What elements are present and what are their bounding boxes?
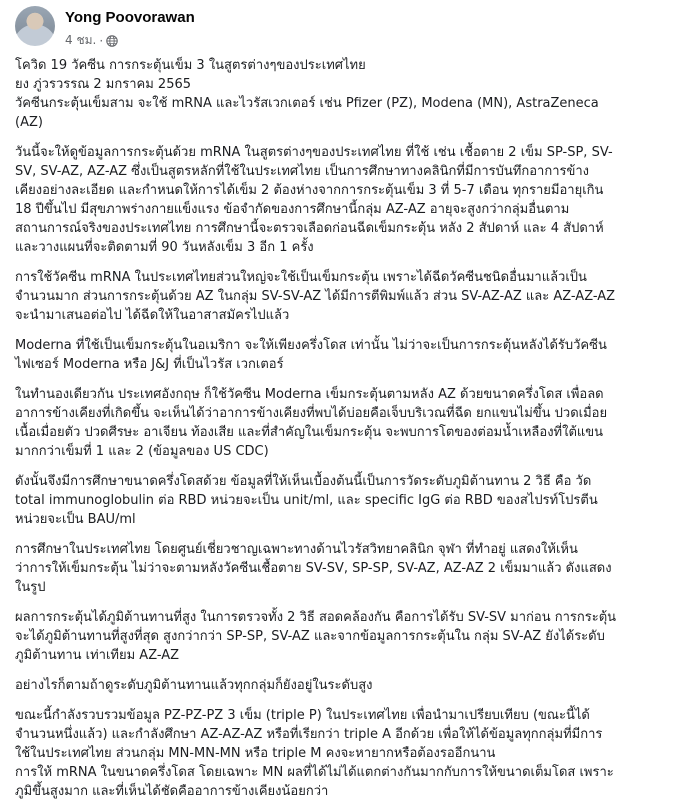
post-paragraph — [15, 385, 669, 461]
post-text-line: โควิด 19 วัคซีน การกระตุ้นเข็ม 3 ในสูตรต่างๆของประเทศไทย — [15, 58, 366, 73]
post-time[interactable]: 4 ชม. — [65, 33, 97, 47]
post-text-line: การให้ mRNA ในขนาดครึ่งโดส โดยเฉพาะ MN ผลที่ได้ไม่ได้แตกต่างกันมากกับการให้ขนาดเต็มโดส เพราะ — [15, 765, 614, 780]
post-paragraph — [15, 336, 669, 374]
post-text-line: จำนวนหนึ่งแล้ว) และกำลังศึกษา AZ-AZ-AZ หรือที่เรียกว่า triple A อีกด้วย เพื่อให้ได้ข้อมูลทุกกลุ่มที่มีการ — [15, 727, 603, 742]
post-paragraph — [15, 268, 669, 325]
post-text-line: อย่างไรก็ตามถ้าดูระดับภูมิต้านทานแล้วทุกกลุ่มก็ยังอยู่ในระดับสูง — [15, 678, 373, 693]
post-text-line: ยง ภู่วรวรรณ 2 มกราคม 2565 — [15, 77, 192, 92]
post-text-line: ภูมิต้านทาน เท่าเทียม AZ-AZ — [15, 648, 180, 663]
post-paragraph — [15, 608, 669, 665]
post-text-line: จำนวนมาก ส่วนการกระตุ้นด้วย AZ ในกลุ่ม SV-SV-AZ ได้มีการตีพิมพ์แล้ว ส่วน SV-AZ-AZ และ AZ-AZ-AZ — [15, 289, 616, 304]
post-text-line: ใช้ในประเทศไทย ส่วนกลุ่ม MN-MN-MN หรือ triple M คงจะหายากหรือต้องรออีกนาน — [15, 746, 496, 761]
post-text-line: 18 ปีขึ้นไป มีสุขภาพร่างกายแข็งแรง ข้อจำกัดของการศึกษานี้กลุ่ม AZ-AZ อายุจะสูงกว่ากลุ่มอื่นตาม — [15, 202, 570, 217]
post-text-line: ขณะนี้กำลังรวบรวมข้อมูล PZ-PZ-PZ 3 เข็ม (triple P) ในประเทศไทย เพื่อนำมาเปรียบเทียบ (ขณะนี้ได้ — [15, 708, 590, 723]
post-text-line: จะได้ภูมิต้านทานที่สูงที่สุด สูงกว่ากว่า SP-SP, SV-AZ และจากข้อมูลการกระตุ้นใน กลุ่ม SV-AZ ยังได้ระดับ — [15, 629, 605, 644]
author-avatar[interactable] — [15, 6, 55, 46]
post-text-line: สถานการณ์จริงของประเทศไทย การศึกษานี้จะตรวจเลือดก่อนฉีดเข็มกระตุ้น หลัง 2 สัปดาห์ และ 4 สัปดาห์ — [15, 221, 604, 236]
post-text-line: และวางแผนที่จะติดตามที่ 90 วันหลังเข็ม 3 อีก 1 ครั้ง — [15, 240, 314, 255]
post-text-line: Moderna ที่ใช้เป็นเข็มกระตุ้นในอเมริกา จะให้เพียงครึ่งโดส เท่านั้น ไม่ว่าจะเป็นการกระตุ้นหลังได้รับวัคซีน — [15, 338, 607, 353]
globe-icon[interactable] — [106, 35, 118, 47]
post-text-line: เคียงอย่างละเอียด และกำหนดให้การได้เข็ม 2 ต้องห่างจากการกระตุ้นเข็ม 3 ที่ 5-7 เดือน ทุกรายมีอายุเกิน — [15, 183, 604, 198]
post-text-line: หน่วยจะเป็น BAU/ml — [15, 512, 136, 527]
post-paragraph — [15, 676, 669, 695]
post-paragraph — [15, 56, 669, 132]
post-meta — [65, 31, 118, 50]
post-text-line: การศึกษาในประเทศไทย โดยศูนย์เชี่ยวชาญเฉพาะทางด้านไวรัสวิทยาคลินิก จุฬา ที่ทำอยู่ แสดงให้เห็น — [15, 542, 578, 557]
post-text-line: ในรูป — [15, 580, 46, 595]
post-text-line: total immunoglobulin ต่อ RBD หน่วยจะเป็น unit/ml, และ specific IgG ต่อ RBD ของสไปรท์โปรตีน — [15, 493, 598, 508]
post-text-line: ดังนั้นจึงมีการศึกษาขนาดครึ่งโดสด้วย ข้อมูลที่ให้เห็นเบื้องต้นนี้เป็นการวัดระดับภูมิต้านทาน 2 วิธี คือ วัด — [15, 474, 592, 489]
post-text-line: วัคซีนกระตุ้นเข็มสาม จะใช้ mRNA และไวรัสเวกเตอร์ เช่น Pfizer (PZ), Modena (MN), AstraZeneca — [15, 96, 599, 111]
post-paragraph — [15, 143, 669, 257]
post-paragraph — [15, 540, 669, 597]
post-text-line: (AZ) — [15, 115, 43, 130]
post-paragraph — [15, 706, 669, 801]
post-text-line: ผลการกระตุ้นได้ภูมิต้านทานที่สูง ในการตรวจทั้ง 2 วิธี สอดคล้องกัน คือการได้รับ SV-SV มาก่อน การกระตุ้น — [15, 610, 617, 625]
post-text-line: ภูมิขึ้นสูงมาก และที่เห็นได้ชัดคืออาการข้างเคียงน้อยกว่า — [15, 784, 329, 799]
post-text-line: จะนำมาเสนอต่อไป ได้ฉีดให้ในอาสาสมัครไปแล้ว — [15, 308, 290, 323]
post-text-line: ว่าการให้เข็มกระตุ้น ไม่ว่าจะตามหลังวัคซีนเชื้อตาย SV-SV, SP-SP, SV-AZ, AZ-AZ 2 เข็มมาแล้ว ดังแสดง — [15, 561, 612, 576]
post-paragraph — [15, 472, 669, 529]
post-text-line: ในทำนองเดียวกัน ประเทศอังกฤษ ก็ใช้วัคซีน Moderna เข็มกระตุ้นตามหลัง AZ ด้วยขนาดครึ่งโดส เพื่อลด — [15, 387, 604, 402]
post-text-line: การใช้วัคซีน mRNA ในประเทศไทยส่วนใหญ่จะใช้เป็นเข็มกระตุ้น เพราะได้ฉีดวัคซีนชนิดอื่นมาแล้วเป็น — [15, 270, 587, 285]
post-text-line: เนื้อเมื่อยตัว ปวดศีรษะ อาเจียน ท้องเสีย และที่สำคัญในเข็มกระตุ้น จะพบการโตของต่อมน้ำเหลืองที่ใต้แขน — [15, 425, 604, 440]
post-text-line: SV, SV-AZ, AZ-AZ ซึ่งเป็นสูตรหลักที่ใช้ในประเทศไทย เป็นการศึกษาทางคลินิกที่มีการบันทึกอาการข้าง — [15, 164, 590, 179]
post-text — [15, 56, 669, 801]
meta-separator: · — [99, 33, 104, 48]
post-text-line: ไฟเซอร์ Moderna หรือ J&J ที่เป็นไวรัส เวกเตอร์ — [15, 357, 284, 372]
author-name[interactable]: Yong Poovorawan — [65, 9, 195, 26]
post-text-line: อาการข้างเคียงที่เกิดขึ้น จะเห็นได้ว่าอาการข้างเคียงที่พบได้บ่อยคือเจ็บบริเวณที่ฉีด ยกแขนไม่ขึ้น ปวดเมื่อย — [15, 406, 608, 421]
post-text-line: มากกว่าเข็มที่ 1 และ 2 (ข้อมูลของ US CDC) — [15, 444, 269, 459]
post-text-line: วันนี้จะให้ดูข้อมูลการกระตุ้นด้วย mRNA ในสูตรต่างๆของประเทศไทย ที่ใช้ เช่น เชื้อตาย 2 เข็ม SP-SP, SV- — [15, 145, 613, 160]
post-header — [15, 0, 669, 56]
